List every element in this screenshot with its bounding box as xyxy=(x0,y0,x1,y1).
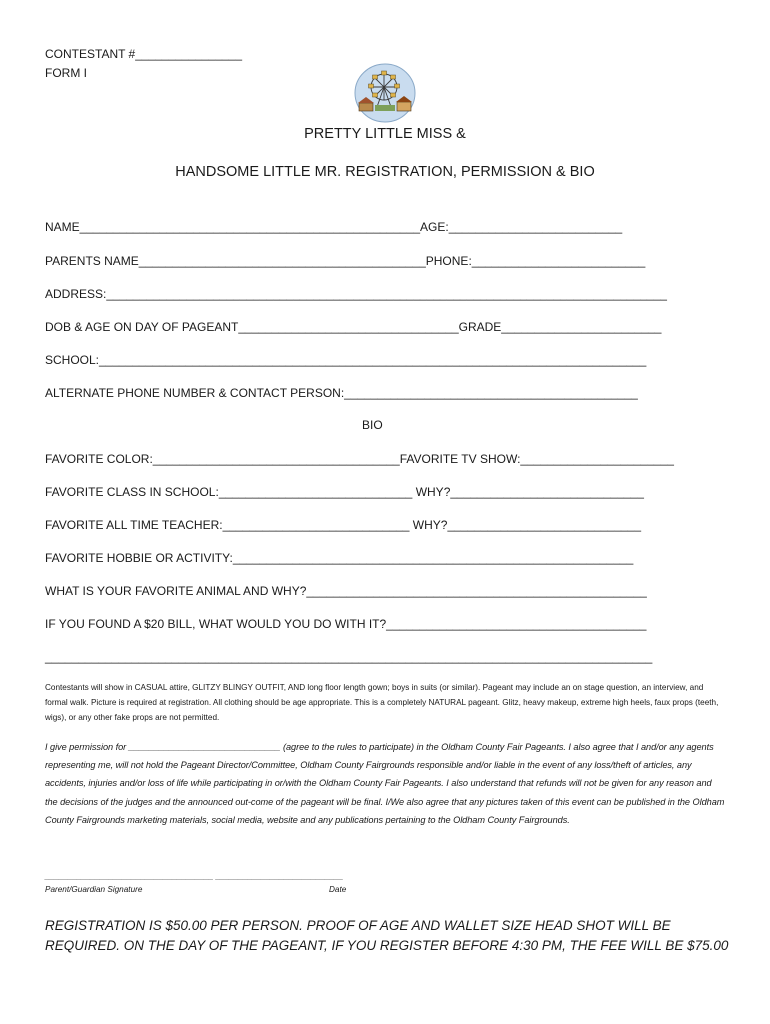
contestant-number-field: CONTESTANT #________________ xyxy=(45,47,243,61)
parents-phone-field[interactable]: PARENTS NAME___________________________________________PHONE:__________________________ xyxy=(45,254,646,268)
ferris-wheel-logo xyxy=(353,63,417,123)
rules-paragraph: Contestants will show in CASUAL attire, GLITZY BLINGY OUTFIT, AND long floor length gown; boys in suits (or similar). Pageant may include an on stage question, an interview, and formal walk. Picture is required at registration. All clothing should be age appropriate. This is a completely NATURAL pageant. Glitz, heavy makeup, extreme high heels, faux props (teeth, wigs), or any other fake props are not permitted. xyxy=(45,683,719,722)
bio-heading: BIO xyxy=(362,418,383,432)
school-field[interactable]: SCHOOL:__________________________________________________________________________________ xyxy=(45,353,647,367)
title-line-2: HANDSOME LITTLE MR. REGISTRATION, PERMISSION & BIO xyxy=(175,164,595,180)
name-age-field[interactable]: NAME___________________________________________________AGE:__________________________ xyxy=(45,220,623,234)
dob-grade-field[interactable]: DOB & AGE ON DAY OF PAGEANT_________________________________GRADE________________________ xyxy=(45,320,662,334)
favorite-class-field[interactable]: FAVORITE CLASS IN SCHOOL:_____________________________ WHY?_____________________________ xyxy=(45,485,644,499)
alternate-phone-field[interactable]: ALTERNATE PHONE NUMBER & CONTACT PERSON:____________________________________________ xyxy=(45,386,638,400)
title-line-1: PRETTY LITTLE MISS & xyxy=(304,126,466,142)
form-label: FORM I xyxy=(45,66,87,80)
twenty-dollar-field[interactable]: IF YOU FOUND A $20 BILL, WHAT WOULD YOU DO WITH IT?_______________________________________ xyxy=(45,617,647,631)
date-label: Date xyxy=(329,885,347,894)
favorite-animal-field[interactable]: WHAT IS YOUR FAVORITE ANIMAL AND WHY?___________________________________________________ xyxy=(45,584,647,598)
registration-fee-notice: REGISTRATION IS $50.00 PER PERSON. PROOF OF AGE AND WALLET SIZE HEAD SHOT WILL BE REQUIRED. ON THE DAY OF THE PAGEANT, IF YOU REGISTER BEFORE 4:30 PM, THE FEE WILL BE $75.00 xyxy=(45,918,729,953)
permission-paragraph: I give permission for ______________________________ (agree to the rules to participate) in the Oldham County Fair Pageants. I also agree that I and/or any agents representing me, will not hold the Pageant Director/Committee, Oldham County Fairgrounds responsible and/or liable in the event of any loss/theft of articles, any accidents, injuries and/or loss of life while participating in or/with the Oldham County Fair Pageants. I also understand that refunds will not be given for any reason and the decisions of the judges and the announced out-come of the pageant will be final. I/We also agree that any pictures taken of this event can be published in the Oldham County Fairgrounds marketing materials, social media, website and any publications pertaining to the Oldham County Fairgrounds. xyxy=(45,742,725,825)
parent-signature-label: Parent/Guardian Signature xyxy=(45,885,143,894)
favorite-color-tv-field[interactable]: FAVORITE COLOR:_____________________________________FAVORITE TV SHOW:_______________________ xyxy=(45,452,674,466)
favorite-teacher-field[interactable]: FAVORITE ALL TIME TEACHER:____________________________ WHY?_____________________________ xyxy=(45,518,642,532)
favorite-hobbie-field[interactable]: FAVORITE HOBBIE OR ACTIVITY:____________________________________________________________ xyxy=(45,551,634,565)
signature-lines[interactable]: _____________________________________ ____________________________ xyxy=(45,872,344,881)
extra-answer-line[interactable]: ___________________________________________________________________________________________ xyxy=(45,650,653,664)
address-field[interactable]: ADDRESS:____________________________________________________________________________________ xyxy=(45,287,667,301)
